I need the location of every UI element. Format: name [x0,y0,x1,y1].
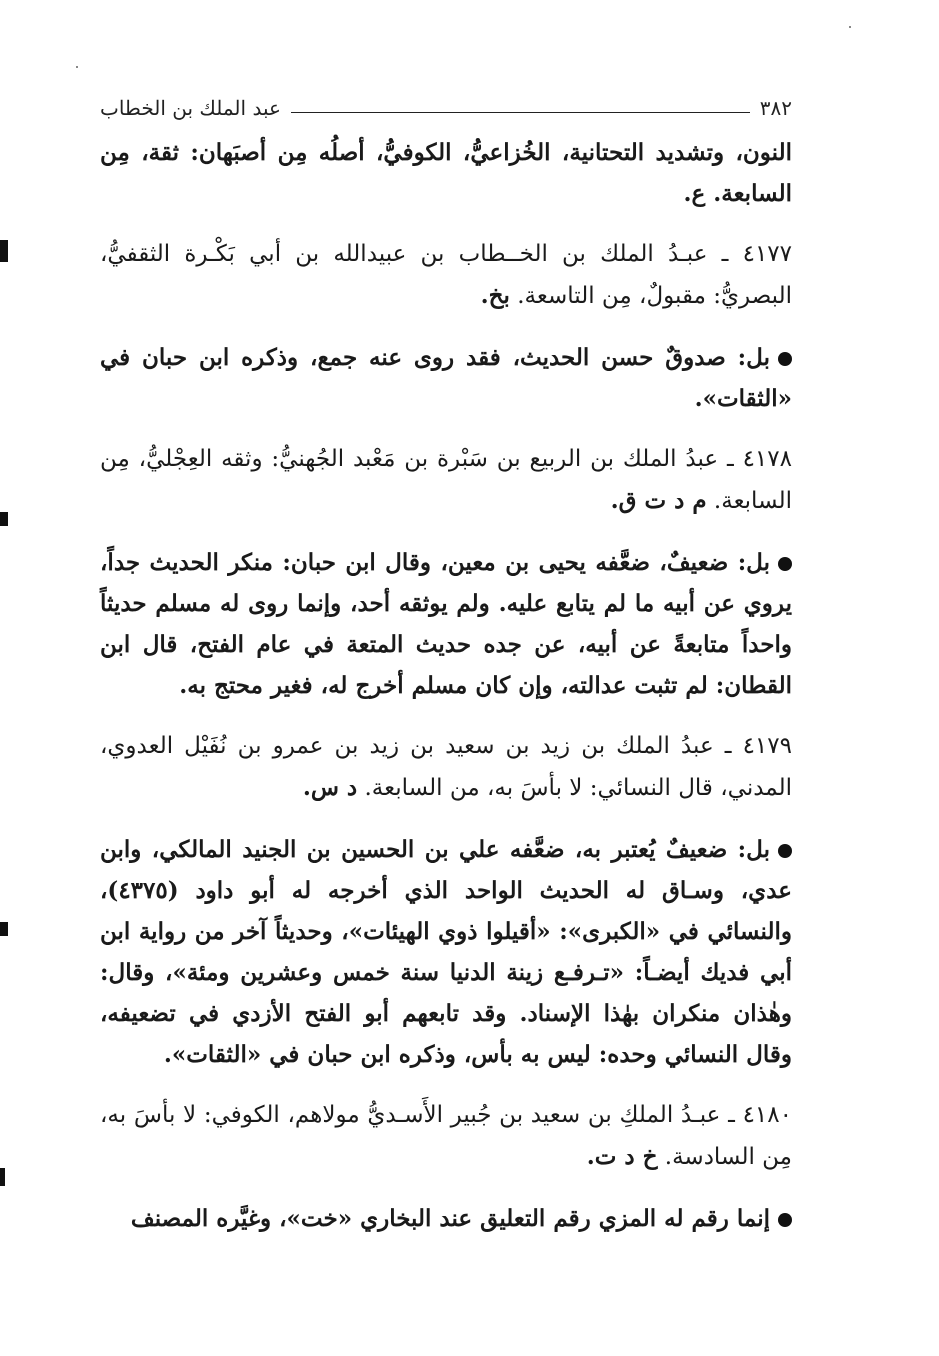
entry-text: عبدُ الملك بن الربيع بن سَبْرة بن مَعْبد الجُهنيُّ: وثقه العِجْليُّ، مِن السابعة. [100,446,792,514]
entry-number: ٤١٧٨ ـ [726,446,792,472]
note-4178 [100,542,792,706]
entry-text: عبـدُ الملك بن الخــطاب بن عبيدالله بن أبي بَكْـرة الثقفيُّ، البصريُّ: مقبولٌ، مِن التاسعة. [100,241,792,309]
page-number: ٣٨٢ [759,96,792,120]
page-header [100,88,792,120]
entry-code: م د ت ق. [610,487,707,514]
entry-number: ٤١٧٧ ـ [721,241,793,267]
note-text: بل: صدوقٌ حسن الحديث، فقد روى عنه جمع، وذكره ابن حبان في «الثقات». [100,344,792,412]
entry-number: ٤١٧٩ ـ [724,733,792,759]
note-4177 [100,337,792,419]
entry-number: ٤١٨٠ ـ [728,1102,792,1128]
entry-4177 [100,234,792,317]
bullet-icon [778,557,792,571]
note-text: إنما رقم له المزي رقم التعليق عند البخاري «خت»، وغيَّره المصنف [130,1205,770,1232]
continued-entry-code: ع. [683,180,706,207]
entry-text: عبـدُ الملكِ بن سعيد بن جُبير الأَسـديُّ مولاهم، الكوفي: لا بأسَ به، مِن السادسة. [100,1102,792,1170]
continued-entry-text: النون، وتشديد التحتانية، الخُزاعيُّ، الكوفيُّ، أصلُه مِن أصبَهان: ثقة، مِن السابعة. [100,139,792,207]
entry-4178 [100,439,792,522]
note-4180 [100,1198,792,1239]
scan-dot [849,26,851,28]
bullet-icon [778,844,792,858]
scan-edge-mark [0,240,8,262]
entry-code: خ د ت. [586,1143,658,1170]
scan-edge-mark [0,1168,5,1186]
page-body [100,132,792,1239]
entry-code: د س. [302,774,358,801]
entry-4179 [100,726,792,809]
header-rule [291,112,750,113]
bullet-icon [778,1213,792,1227]
scan-edge-mark [0,512,8,526]
running-title: عبد الملك بن الخطاب [100,96,281,120]
scan-edge-mark [0,922,8,936]
scan-dot [76,66,78,68]
bullet-icon [778,352,792,366]
entry-code: بخ. [480,282,510,309]
entry-text: عبدُ الملك بن زيد بن سعيد بن زيد بن عمرو بن نُفَيْل العدوي، المدني، قال النسائي: لا بأسَ به، من السابعة. [100,733,792,801]
note-4179 [100,829,792,1075]
entry-4180 [100,1095,792,1178]
continued-entry [100,132,792,214]
note-text: بل: ضعيفٌ يُعتبر به، ضعَّفه علي بن الحسين بن الجنيد المالكي، وابن عدي، وسـاق له الحديث الواحد الذي أخرجه له أبو داود (٤٣٧٥)، والنسائي في «الكبرى»: «أقيلوا ذوي الهيئات»، وحديثاً آخر من رواية ابن أبي فديك أيضـاً: «تـرفـع زينة الدنيا سنة خمس وعشرين ومئة»، وقال: وهٰذان منكران بهٰذا الإسناد. وقد تابعهم أبو الفتح الأزدي في تضعيفه، وقال النسائي وحده: ليس به بأس، وذكره ابن حبان في «الثقات». [100,836,792,1068]
note-text: بل: ضعيفٌ، ضعَّفه يحيى بن معين، وقال ابن حبان: منكر الحديث جداً، يروي عن أبيه ما لم يتابع عليه. ولم يوثقه أحد، وإنما روى له مسلم حديثاً واحداً متابعةً عن أبيه، عن جده حديث المتعة في عام الفتح، قال ابن القطان: لم تثبت عدالته، وإن كان مسلم أخرج له، فغير محتج به. [100,549,792,699]
